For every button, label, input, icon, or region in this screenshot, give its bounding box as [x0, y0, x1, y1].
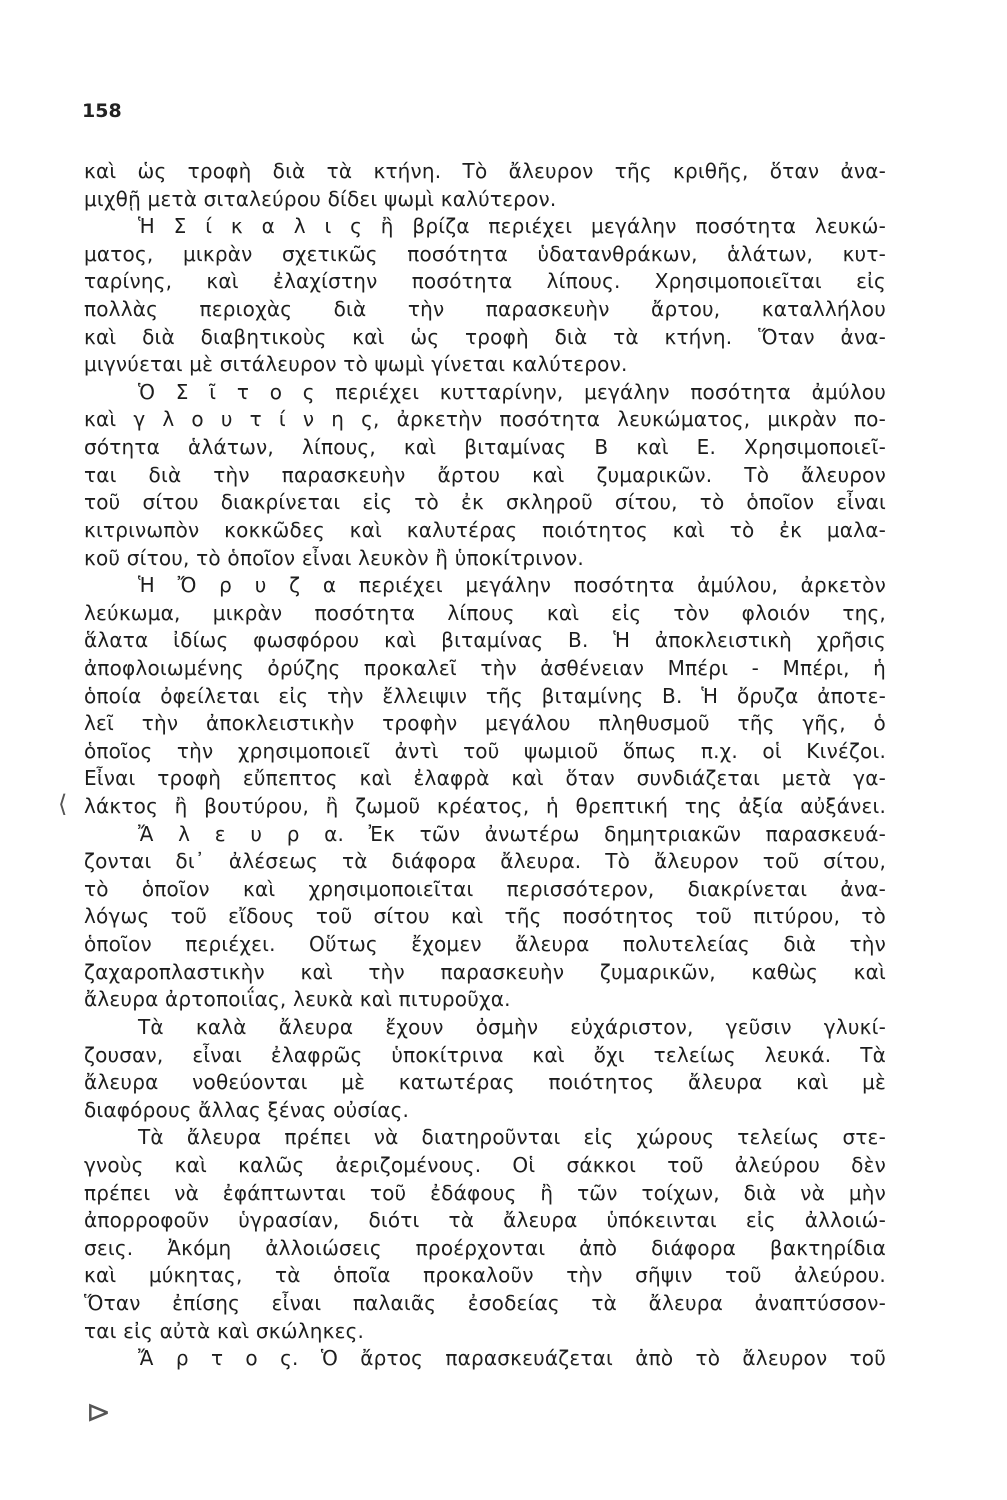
text-line: μιγνύεται μὲ σιτάλευρον τὸ ψωμὶ γίνεται καλύτερον. — [84, 352, 628, 377]
text-line: μιχθῇ μετὰ σιταλεύρου δίδει ψωμὶ καλύτερον. — [84, 186, 557, 211]
page-number: 158 — [82, 100, 122, 122]
text-line: ἄλευρα ἀρτοποιΐας, λευκὰ καὶ πιτυροῦχα. — [84, 987, 511, 1012]
text-line: ζαχαροπλαστικὴν καὶ τὴν παρασκευὴν ζυμαρικῶν, καθὼς καὶ — [84, 959, 886, 984]
text-line: Ἄ ρ τ ο ς. Ὁ ἄρτος παρασκευάζεται ἀπὸ τὸ ἄλευρον τοῦ — [138, 1346, 886, 1371]
text-line: σότητα ἁλάτων, λίπους, καὶ βιταμίνας Β καὶ Ε. Χρησιμοποιεῖ- — [84, 435, 886, 460]
text-line: ματος, μικρὰν σχετικῶς ποσότητα ὑδατανθράκων, ἁλάτων, κυτ- — [84, 241, 886, 266]
text-line: Ἡ Ὄ ρ υ ζ α περιέχει μεγάλην ποσότητα ἀμύλου, ἀρκετὸν — [138, 573, 886, 598]
text-line: γνοὺς καὶ καλῶς ἀεριζομένους. Οἱ σάκκοι τοῦ ἀλεύρου δὲν — [84, 1152, 886, 1177]
text-line: ἄλευρα νοθεύονται μὲ κατωτέρας ποιότητος ἄλευρα καὶ μὲ — [84, 1070, 886, 1095]
text-line: καὶ ὡς τροφὴ διὰ τὰ κτήνη. Τὸ ἄλευρον τῆς κριθῆς, ὅταν ἀνα- — [84, 159, 886, 183]
text-line: Τὰ ἄλευρα πρέπει νὰ διατηροῦνται εἰς χώρους τελείως στε- — [138, 1125, 886, 1150]
text-line: ται διὰ τὴν παρασκευὴν ἄρτου καὶ ζυμαρικῶν. Τὸ ἄλευρον — [84, 462, 886, 487]
text-line: κοῦ σίτου, τὸ ὁποῖον εἶναι λευκὸν ἢ ὑποκίτρινον. — [84, 545, 584, 570]
text-line: ὁποία ὀφείλεται εἰς τὴν ἔλλειψιν τῆς βιταμίνης Β. Ἡ ὄρυζα ἀποτε- — [84, 683, 886, 708]
text-line: ἅλατα ἰδίως φωσφόρου καὶ βιταμίνας Β. Ἡ ἀποκλειστικὴ χρῆσις — [84, 628, 886, 653]
text-line: πρέπει νὰ ἐφάπτωνται τοῦ ἐδάφους ἢ τῶν τοίχων, διὰ νὰ μὴν — [84, 1180, 886, 1205]
text-line: Ἡ Σ ί κ α λ ι ς ἢ βρίζα περιέχει μεγάλην ποσότητα λευκώ- — [138, 214, 886, 239]
text-line: καὶ μύκητας, τὰ ὁποῖα προκαλοῦν τὴν σῆψιν τοῦ ἀλεύρου. — [84, 1263, 886, 1288]
margin-bracket-mark: ⟨ — [58, 790, 68, 818]
text-line: ὁποῖος τὴν χρησιμοποιεῖ ἀντὶ τοῦ ψωμιοῦ ὅπως π.χ. οἱ Κινέζοι. — [84, 738, 886, 763]
text-line: κιτρινωπὸν κοκκῶδες καὶ καλυτέρας ποιότητος καὶ τὸ ἐκ μαλα- — [84, 517, 886, 542]
text-line: λεῖ τὴν ἀποκλειστικὴν τροφὴν μεγάλου πληθυσμοῦ τῆς γῆς, ὁ — [84, 711, 886, 736]
margin-arrow-mark: ⊳ — [86, 1395, 112, 1430]
text-line: τὸ ὁποῖον καὶ χρησιμοποιεῖται περισσότερον, διακρίνεται ἀνα- — [84, 876, 886, 901]
text-line: καὶ διὰ διαβητικοὺς καὶ ὡς τροφὴ διὰ τὰ κτήνη. Ὅταν ἀνα- — [84, 324, 886, 349]
text-line: Ὅταν ἐπίσης εἶναι παλαιᾶς ἐσοδείας τὰ ἄλευρα ἀναπτύσσον- — [84, 1290, 886, 1315]
text-line: λόγως τοῦ εἴδους τοῦ σίτου καὶ τῆς ποσότητος τοῦ πιτύρου, τὸ — [84, 904, 886, 929]
text-line: Ἄ λ ε υ ρ α. Ἐκ τῶν ἀνωτέρω δημητριακῶν παρασκευά- — [138, 821, 886, 846]
text-line: λεύκωμα, μικρὰν ποσότητα λίπους καὶ εἰς τὸν φλοιόν της, — [84, 600, 886, 625]
text-line: λάκτος ἢ βουτύρου, ἢ ζωμοῦ κρέατος, ἡ θρεπτική της ἀξία αὐξάνει. — [84, 794, 886, 819]
text-line: πολλὰς περιοχὰς διὰ τὴν παρασκευὴν ἄρτου, καταλλήλου — [84, 297, 886, 322]
text-line: Ὁ Σ ῖ τ ο ς περιέχει κυτταρίνην, μεγάλην ποσότητα ἀμύλου — [138, 379, 886, 404]
text-line: διαφόρους ἄλλας ξένας οὐσίας. — [84, 1097, 410, 1122]
text-line: σεις. Ἀκόμη ἀλλοιώσεις προέρχονται ἀπὸ διάφορα βακτηρίδια — [84, 1235, 886, 1260]
text-line: ἀποφλοιωμένης ὀρύζης προκαλεῖ τὴν ἀσθένειαν Μπέρι - Μπέρι, ἡ — [84, 655, 886, 680]
text-line: Τὰ καλὰ ἄλευρα ἔχουν ὀσμὴν εὐχάριστον, γεῦσιν γλυκί- — [138, 1014, 886, 1039]
text-line: Εἶναι τροφὴ εὔπεπτος καὶ ἐλαφρὰ καὶ ὅταν συνδιάζεται μετὰ γα- — [84, 766, 886, 791]
text-line: ζουσαν, εἶναι ἐλαφρῶς ὑποκίτρινα καὶ ὄχι τελείως λευκά. Τὰ — [84, 1042, 886, 1067]
text-line: ὁποῖον περιέχει. Οὕτως ἔχομεν ἄλευρα πολυτελείας διὰ τὴν — [84, 932, 886, 957]
text-line: ταρίνης, καὶ ἐλαχίστην ποσότητα λίπους. Χρησιμοποιεῖται εἰς — [84, 269, 886, 294]
body-text — [84, 158, 886, 1373]
text-line: καὶ γ λ ο υ τ ί ν η ς, ἀρκετὴν ποσότητα λευκώματος, μικρὰν πο- — [84, 407, 886, 432]
text-line: ζονται δι᾽ ἀλέσεως τὰ διάφορα ἄλευρα. Τὸ ἄλευρον τοῦ σίτου, — [84, 849, 886, 874]
text-line: ἀπορροφοῦν ὑγρασίαν, διότι τὰ ἄλευρα ὑπόκεινται εἰς ἀλλοιώ- — [84, 1208, 886, 1233]
text-line: ται εἰς αὐτὰ καὶ σκώληκες. — [84, 1318, 365, 1343]
text-line: τοῦ σίτου διακρίνεται εἰς τὸ ἐκ σκληροῦ σίτου, τὸ ὁποῖον εἶναι — [84, 490, 886, 515]
